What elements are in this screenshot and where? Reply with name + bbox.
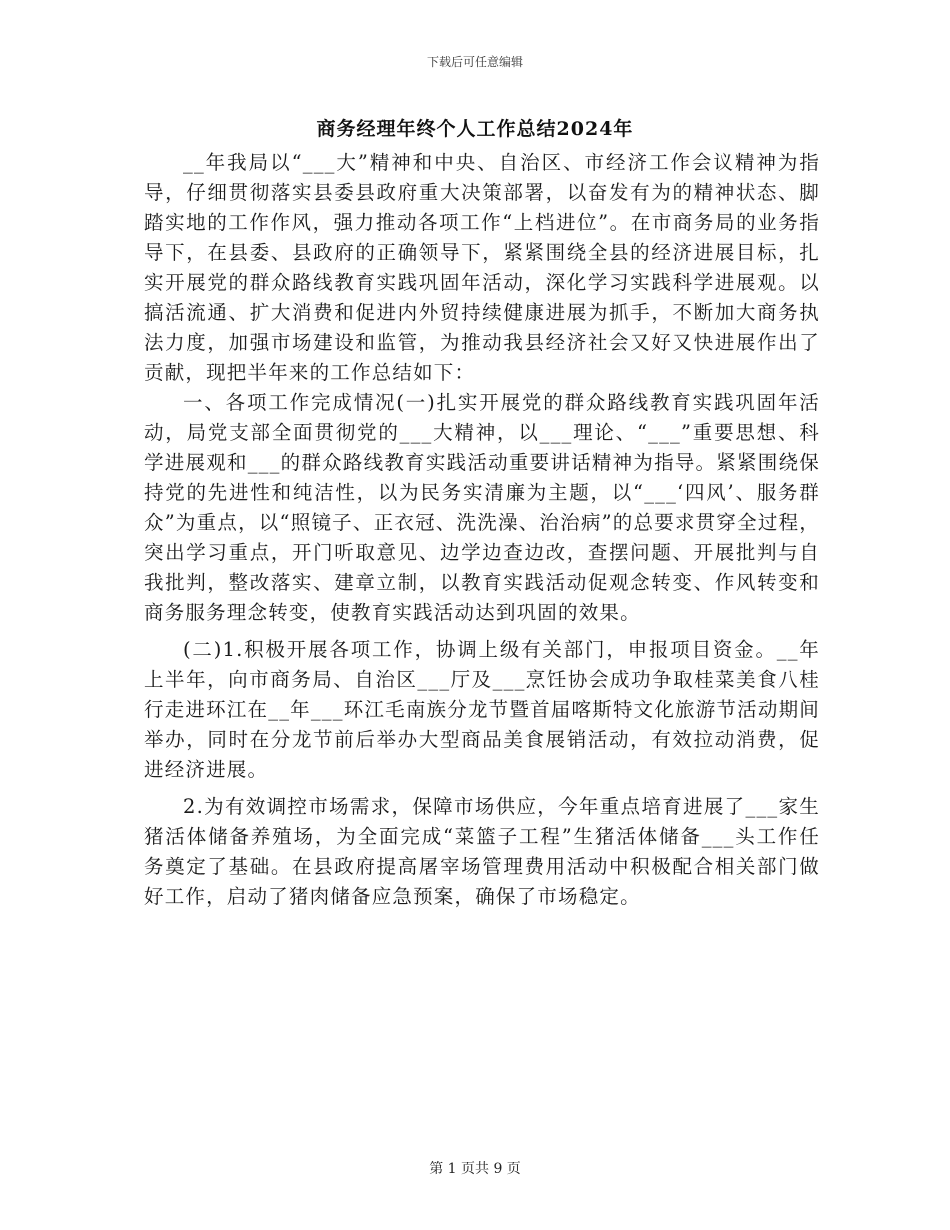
paragraph: __年我局以“___大”精神和中央、自治区、市经济工作会议精神为指导，仔细贯彻落实县委县政府重大决策部署，以奋发有为的精神状态、脚踏实地的工作作风，强力推动各项工作“上档进位”。在市商务局的业务指导下，在县委、县政府的正确领导下，紧紧围绕全县的经济进展目标，扎实开展党的群众路线教育实践巩固年活动，深化学习实践科学进展观。以搞活流通、扩大消费和促进内外贸持续健康进展为抓手，不断加大商务执法力度，加强市场建设和监管，为推动我县经济社会又好又快进展作出了贡献，现把半年来的工作总结如下：: [144, 151, 820, 384]
paragraph: (二)1.积极开展各项工作，协调上级有关部门，申报项目资金。__年上半年，向市商务局、自治区___厅及___烹饪协会成功争取桂菜美食八桂行走进环江在__年___环江毛南族分龙节暨首届喀斯特文化旅游节活动期间举办，同时在分龙节前后举办大型商品美食展销活动，有效拉动消费，促进经济进展。: [144, 638, 820, 781]
document-body: [144, 148, 820, 912]
page-footer: 第 1 页共 9 页: [429, 1161, 521, 1177]
document-title: 商务经理年终个人工作总结2024年: [316, 118, 634, 140]
paragraph: 2.为有效调控市场需求，保障市场供应，今年重点培育进展了___家生猪活体储备养殖场，为全面完成“菜篮子工程”生猪活体储备___头工作任务奠定了基础。在县政府提高屠宰场管理费用活动中积极配合相关部门做好工作，启动了猪肉储备应急预案，确保了市场稳定。: [144, 795, 820, 908]
header-note: 下载后可任意编辑: [426, 55, 523, 69]
paragraph: 一、各项工作完成情况(一)扎实开展党的群众路线教育实践巩固年活动，局党支部全面贯彻党的___大精神，以___理论、“___”重要思想、科学进展观和___的群众路线教育实践活动重要讲话精神为指导。紧紧围绕保持党的先进性和纯洁性，以为民务实清廉为主题，以“___‘四风’、服务群众”为重点，以“照镜子、正衣冠、洗洗澡、治治病”的总要求贯穿全过程，突出学习重点，开门听取意见、边学边查边改，查摆问题、开展批判与自我批判，整改落实、建章立制，以教育实践活动促观念转变、作风转变和商务服务理念转变，使教育实践活动达到巩固的效果。: [144, 391, 820, 624]
